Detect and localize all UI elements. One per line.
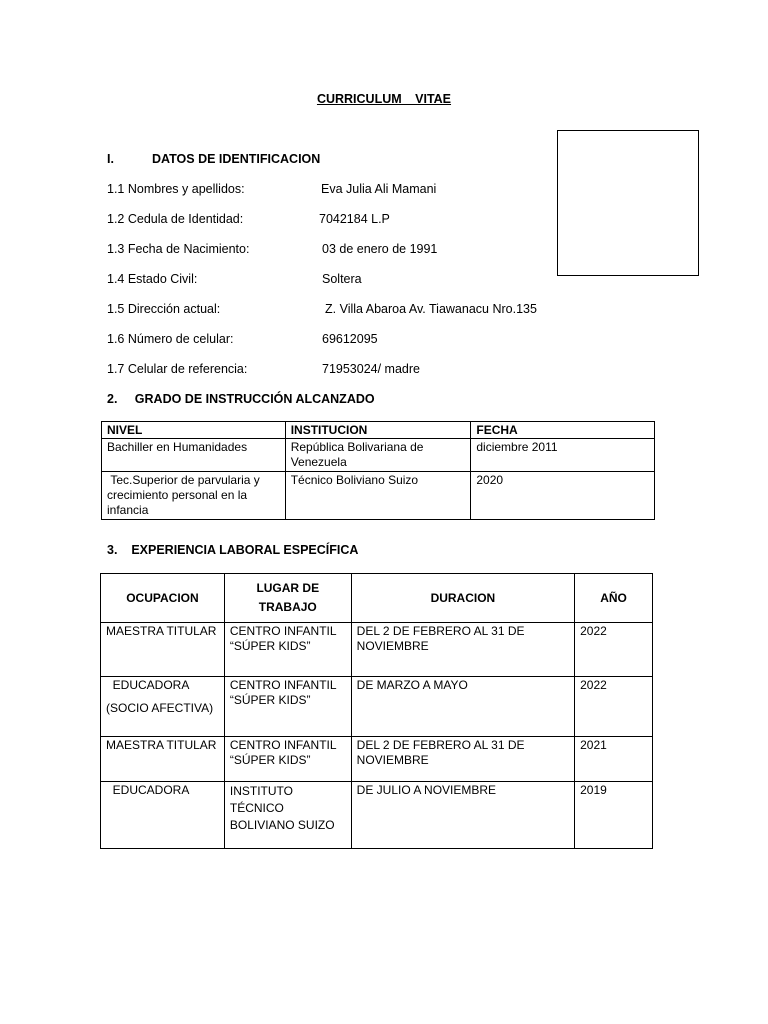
experience-workplace: INSTITUTO TÉCNICO BOLIVIANO SUIZO [224,782,351,849]
field-value-name: Eva Julia Ali Mamani [321,182,437,196]
experience-occupation-detail: (SOCIO AFECTIVA) [106,701,214,715]
field-label-civil-status: 1.4 Estado Civil: [107,272,198,286]
experience-workplace: CENTRO INFANTIL “SÚPER KIDS” [224,737,351,782]
experience-header-workplace: LUGAR DE TRABAJO [224,574,351,623]
field-value-id: 7042184 L.P [319,212,390,226]
section1-number: I. [107,152,114,166]
education-table [101,421,655,520]
education-institution: Técnico Boliviano Suizo [285,472,471,520]
experience-header-row [101,574,653,623]
experience-header-occupation: OCUPACION [101,574,225,623]
experience-header-year: AÑO [575,574,653,623]
field-value-civil-status: Soltera [322,272,362,286]
experience-duration: DEL 2 DE FEBRERO AL 31 DE NOVIEMBRE [351,737,574,782]
experience-year: 2022 [575,623,653,677]
experience-occupation: MAESTRA TITULAR [101,623,225,677]
field-label-reference: 1.7 Celular de referencia: [107,362,248,376]
section1-title: DATOS DE IDENTIFICACION [152,152,321,166]
education-level: Tec.Superior de parvularia y crecimiento personal en la infancia [102,472,286,520]
table-row [101,677,653,737]
field-label-id: 1.2 Cedula de Identidad: [107,212,244,226]
education-header-row [102,422,655,439]
experience-duration: DE JULIO A NOVIEMBRE [351,782,574,849]
experience-header-duration: DURACION [351,574,574,623]
field-value-address: Z. Villa Abaroa Av. Tiawanacu Nro.135 [325,302,537,316]
field-label-cellphone: 1.6 Número de celular: [107,332,234,346]
experience-year: 2021 [575,737,653,782]
education-level: Bachiller en Humanidades [102,439,286,472]
experience-year: 2022 [575,677,653,737]
experience-duration: DEL 2 DE FEBRERO AL 31 DE NOVIEMBRE [351,623,574,677]
table-row [102,439,655,472]
experience-year: 2019 [575,782,653,849]
field-label-name: 1.1 Nombres y apellidos: [107,182,245,196]
education-date: diciembre 2011 [471,439,655,472]
section3-title: 3. EXPERIENCIA LABORAL ESPECÍFICA [107,543,359,557]
field-value-cellphone: 69612095 [322,332,378,346]
experience-duration: DE MARZO A MAYO [351,677,574,737]
experience-table [100,573,653,849]
field-value-birthdate: 03 de enero de 1991 [322,242,438,256]
education-date: 2020 [471,472,655,520]
education-institution: República Bolivariana de Venezuela [285,439,471,472]
section2-title: 2. GRADO DE INSTRUCCIÓN ALCANZADO [107,392,375,406]
table-row [101,623,653,677]
document-title: CURRICULUM VITAE [316,92,452,106]
experience-workplace: CENTRO INFANTIL “SÚPER KIDS” [224,677,351,737]
experience-occupation: EDUCADORA [101,782,225,849]
table-row [102,472,655,520]
field-value-reference: 71953024/ madre [322,362,420,376]
experience-workplace: CENTRO INFANTIL “SÚPER KIDS” [224,623,351,677]
field-label-birthdate: 1.3 Fecha de Nacimiento: [107,242,250,256]
education-header-level: NIVEL [102,422,286,439]
experience-occupation: MAESTRA TITULAR [101,737,225,782]
experience-occupation-cell [101,677,225,737]
education-header-institution: INSTITUCION [285,422,471,439]
field-label-address: 1.5 Dirección actual: [107,302,221,316]
table-row [101,737,653,782]
experience-occupation: EDUCADORA [106,678,190,692]
table-row [101,782,653,849]
photo-placeholder [557,130,699,276]
education-header-date: FECHA [471,422,655,439]
